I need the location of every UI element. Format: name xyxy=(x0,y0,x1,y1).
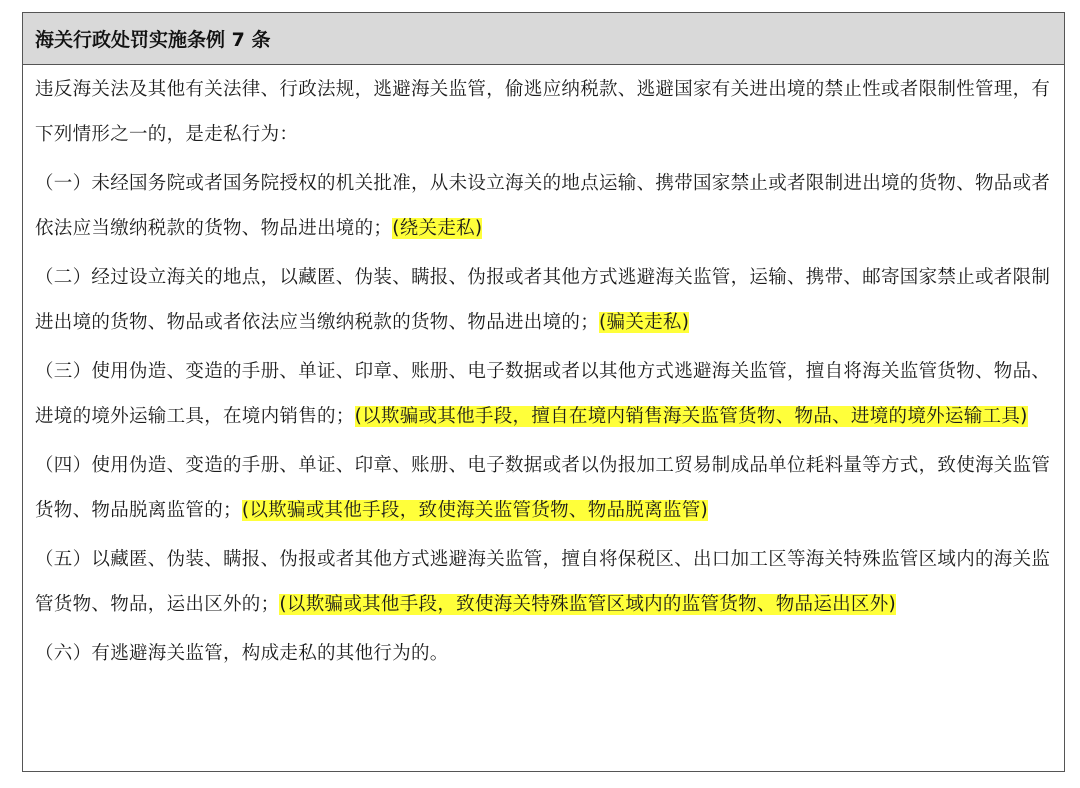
item-paragraph xyxy=(35,255,1054,345)
item-text: （二）经过设立海关的地点，以藏匿、伪装、瞒报、伪报或者其他方式逃避海关监管，运输、携带、邮寄国家禁止或者限制进出境的货物、物品或者依法应当缴纳税款的货物、物品进出境的； xyxy=(35,267,1051,333)
item-text: （一）未经国务院或者国务院授权的机关批准，从未设立海关的地点运输、携带国家禁止或者限制进出境的货物、物品或者依法应当缴纳税款的货物、物品进出境的； xyxy=(35,173,1051,239)
intro-paragraph: 违反海关法及其他有关法律、行政法规，逃避海关监管，偷逃应纳税款、逃避国家有关进出境的禁止性或者限制性管理，有下列情形之一的，是走私行为： xyxy=(35,79,1051,145)
item-paragraph xyxy=(35,537,1054,627)
highlight-note: (以欺骗或其他手段，擅自在境内销售海关监管货物、物品、进境的境外运输工具) xyxy=(354,406,1028,427)
item-text: （三）使用伪造、变造的手册、单证、印章、账册、电子数据或者以其他方式逃避海关监管，擅自将海关监管货物、物品、进境的境外运输工具，在境内销售的； xyxy=(35,361,1051,427)
document-body xyxy=(23,67,1064,676)
item-text: （五）以藏匿、伪装、瞒报、伪报或者其他方式逃避海关监管，擅自将保税区、出口加工区等海关特殊监管区域内的海关监管货物、物品，运出区外的； xyxy=(35,549,1051,615)
regulation-box xyxy=(22,12,1065,772)
last-item-paragraph: （六）有逃避海关监管，构成走私的其他行为的。 xyxy=(35,643,449,664)
highlight-note: (骗关走私) xyxy=(599,312,690,333)
item-paragraph xyxy=(35,443,1054,533)
highlight-note: (以欺骗或其他手段，致使海关特殊监管区域内的监管货物、物品运出区外) xyxy=(279,594,897,615)
document-title: 海关行政处罚实施条例 7 条 xyxy=(23,13,1064,65)
item-paragraph xyxy=(35,349,1054,439)
highlight-note: (绕关走私) xyxy=(392,218,483,239)
item-paragraph xyxy=(35,161,1054,251)
highlight-note: (以欺骗或其他手段，致使海关监管货物、物品脱离监管) xyxy=(241,500,709,521)
item-text: （四）使用伪造、变造的手册、单证、印章、账册、电子数据或者以伪报加工贸易制成品单位耗料量等方式，致使海关监管货物、物品脱离监管的； xyxy=(35,455,1051,521)
